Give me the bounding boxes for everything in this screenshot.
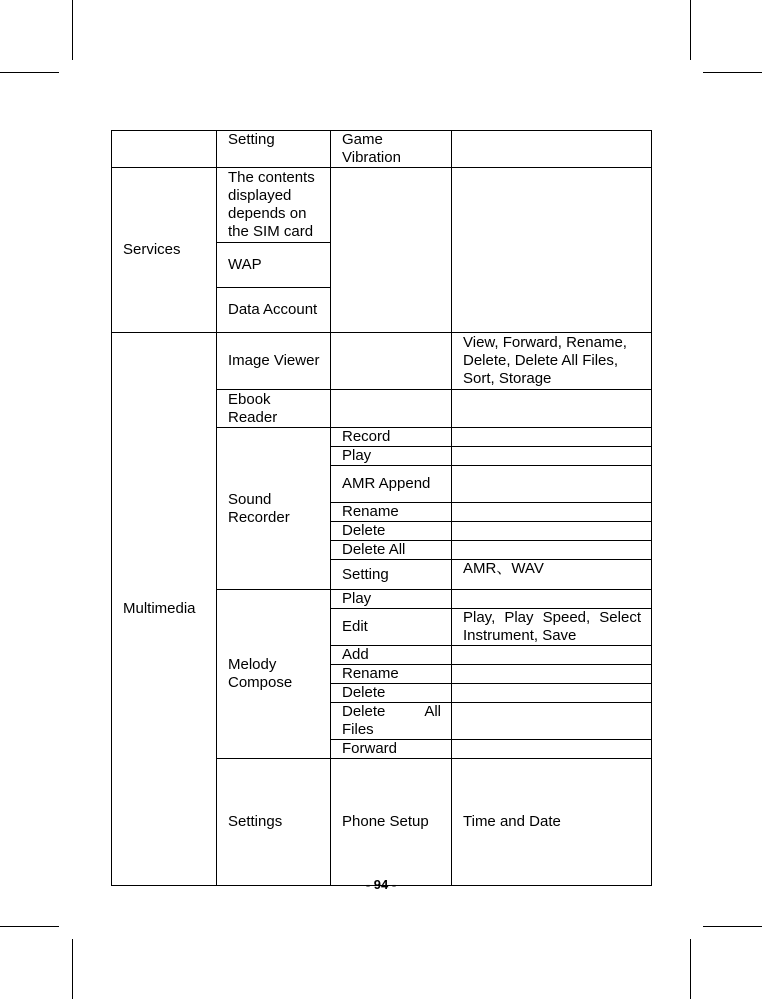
cell-game-vibration: Game Vibration (331, 131, 452, 168)
empty-cell (452, 684, 652, 703)
empty-cell (452, 390, 652, 428)
ebook-reader-label: Ebook Reader (217, 390, 331, 428)
phone-setup-label: Phone Setup (331, 759, 452, 886)
empty-cell (452, 740, 652, 759)
empty-cell (331, 168, 452, 333)
crop-mark-top-left-vertical (72, 0, 73, 60)
sound-recorder-item: Record (331, 428, 452, 447)
melody-compose-item: Delete All Files (331, 703, 452, 740)
empty-cell (452, 447, 652, 466)
services-item-data-account: Data Account (217, 288, 331, 333)
sound-recorder-item: Delete All (331, 541, 452, 560)
empty-cell (331, 333, 452, 390)
melody-compose-item: Add (331, 646, 452, 665)
crop-mark-bottom-left-vertical (72, 939, 73, 999)
empty-cell (331, 390, 452, 428)
melody-compose-item: Delete (331, 684, 452, 703)
sound-recorder-item: Rename (331, 503, 452, 522)
empty-cell (112, 131, 217, 168)
image-viewer-desc: View, Forward, Rename, Delete, Delete All Files, Sort, Storage (452, 333, 652, 390)
services-item-sim-note: The contents displayed depends on the SIM card (217, 168, 331, 243)
crop-mark-top-right-horizontal (703, 72, 762, 73)
empty-cell (452, 665, 652, 684)
time-and-date-item: Time and Date (452, 759, 652, 886)
settings-label: Settings (217, 759, 331, 886)
melody-compose-item: Forward (331, 740, 452, 759)
sound-recorder-item: Play (331, 447, 452, 466)
melody-compose-label: Melody Compose (217, 590, 331, 759)
empty-cell (452, 168, 652, 333)
crop-mark-bottom-right-vertical (690, 939, 691, 999)
empty-cell (452, 522, 652, 541)
table-row (112, 333, 652, 390)
menu-table (111, 130, 652, 886)
empty-cell (452, 541, 652, 560)
empty-cell (452, 503, 652, 522)
sound-recorder-item: Delete (331, 522, 452, 541)
table-row (112, 168, 652, 243)
sound-recorder-item: Setting (331, 560, 452, 590)
empty-cell (452, 428, 652, 447)
melody-compose-item: Play (331, 590, 452, 609)
sound-recorder-label: Sound Recorder (217, 428, 331, 590)
sound-recorder-setting-desc: AMR、WAV (452, 560, 652, 590)
crop-mark-bottom-left-horizontal (0, 926, 59, 927)
services-label: Services (112, 168, 217, 333)
crop-mark-top-left-horizontal (0, 72, 59, 73)
page-number: - 94 - (365, 877, 397, 892)
services-item-wap: WAP (217, 243, 331, 288)
table-row (112, 131, 652, 168)
empty-cell (452, 590, 652, 609)
image-viewer-label: Image Viewer (217, 333, 331, 390)
crop-mark-bottom-right-horizontal (703, 926, 762, 927)
empty-cell (452, 703, 652, 740)
empty-cell (452, 131, 652, 168)
melody-compose-item: Edit (331, 609, 452, 646)
sound-recorder-item: AMR Append (331, 466, 452, 503)
crop-mark-top-right-vertical (690, 0, 691, 60)
melody-compose-edit-desc: Play, Play Speed, Select Instrument, Save (452, 609, 652, 646)
empty-cell (452, 646, 652, 665)
melody-compose-item: Rename (331, 665, 452, 684)
empty-cell (452, 466, 652, 503)
multimedia-label: Multimedia (112, 333, 217, 886)
cell-setting: Setting (217, 131, 331, 168)
